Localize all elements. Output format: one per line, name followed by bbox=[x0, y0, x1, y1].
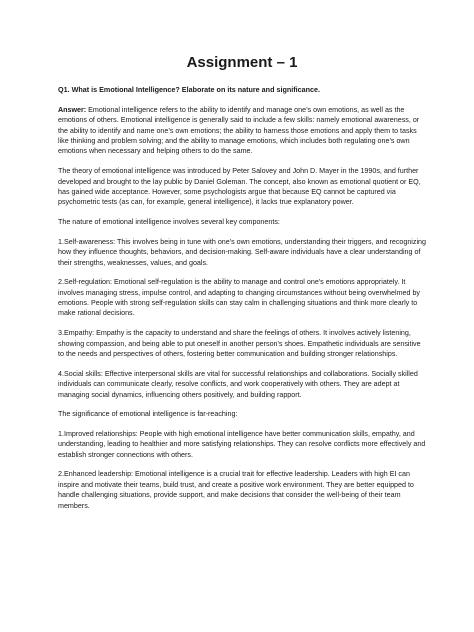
paragraph-improved-relationships: 1.Improved relationships: People with high emotional intelligence have better communication skills, empathy, and understanding, leading to healthier and more satisfying relationships. They can resolve conflicts more effectively and establish stronger connections with others. bbox=[58, 429, 426, 459]
question-heading: Q1. What is Emotional Intelligence? Elaborate on its nature and significance. bbox=[58, 85, 320, 94]
document-page bbox=[58, 54, 426, 520]
paragraph-significance-intro: The significance of emotional intelligence is far-reaching: bbox=[58, 410, 238, 419]
paragraph-nature-intro: The nature of emotional intelligence involves several key components: bbox=[58, 218, 280, 227]
paragraph-social-skills: 4.Social skills: Effective interpersonal skills are vital for successful relationships and collaborations. Socially skilled individuals can communicate clearly, resolve conflicts, and work cooperatively with others. They are adept at managing social dynamics, influencing others positively, and building rapport. bbox=[58, 369, 418, 399]
paragraph-theory: The theory of emotional intelligence was introduced by Peter Salovey and John D. Mayer in the 1990s, and further developed and brought to the lay public by Daniel Goleman. The concept, also known as emotional quotient or EQ, has gained wide acceptance. However, some psychologists argue that because EQ cannot be captured via psychometric tests (as can, for example, general intelligence), it lacks true explanatory power. bbox=[58, 167, 421, 207]
answer-paragraph bbox=[58, 105, 426, 157]
paragraph-self-regulation: 2.Self-regulation: Emotional self-regulation is the ability to manage and control one's emotions appropriately. It involves managing stress, impulse control, and adapting to changing circumstances without being overwhelmed by emotions. People with strong self-regulation skills can stay calm in challenging situations and think more clearly to make rational decisions. bbox=[58, 278, 420, 318]
paragraph-empathy: 3.Empathy: Empathy is the capacity to understand and share the feelings of others. It involves actively listening, showing compassion, and being able to put oneself in another person's shoes. Empathetic individuals are sensitive to the needs and perspectives of others, fostering better communication and building stronger relationships. bbox=[58, 329, 421, 358]
answer-label: Answer: bbox=[58, 105, 87, 114]
answer-text: Emotional intelligence refers to the ability to identify and manage one’s own emotions, as well as the emotions of others. Emotional intelligence is generally said to include a few skills: namely emotional awareness, or the ability to identify and name one’s own emotions; the ability to harness those emotions and apply them to tasks like thinking and problem solving; and the ability to manage emotions, which includes both regulating one’s own emotions when necessary and helping others to do the same. bbox=[58, 105, 420, 156]
page-title: Assignment – 1 bbox=[186, 54, 298, 71]
paragraph-self-awareness: 1.Self-awareness: This involves being in tune with one's own emotions, understanding their triggers, and recognizing how they influence thoughts, behaviors, and decision-making. Self-aware individuals have a clear understanding of their strengths, weaknesses, values, and goals. bbox=[58, 237, 426, 267]
paragraph-enhanced-leadership: 2.Enhanced leadership: Emotional intelligence is a crucial trait for effective leadership. Leaders with high EI can inspire and motivate their teams, build trust, and create a positive work environment. They are better equipped to handle challenging situations, provide support, and make decisions that consider the well-being of their team members. bbox=[58, 470, 414, 510]
